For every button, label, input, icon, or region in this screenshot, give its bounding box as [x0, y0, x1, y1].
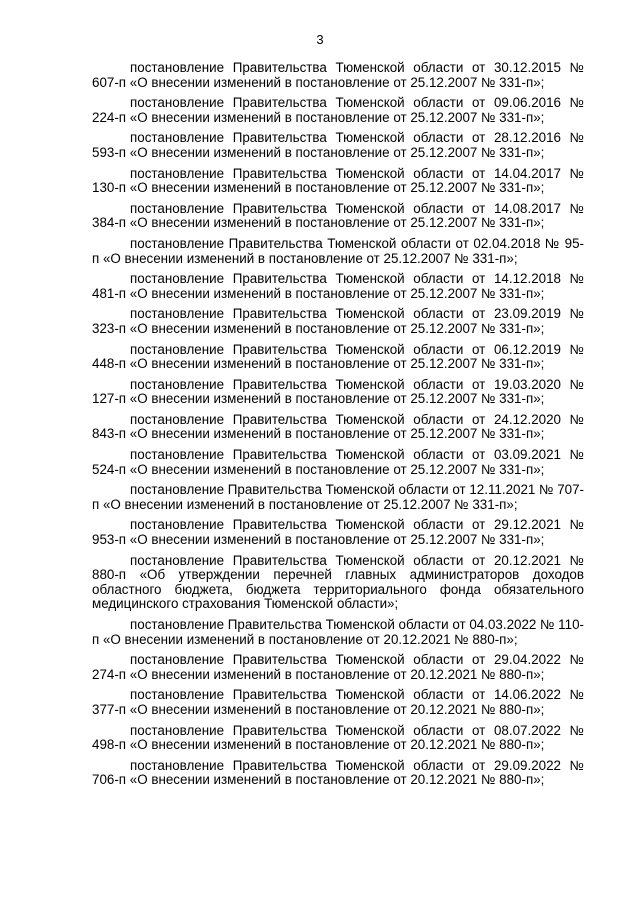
- list-item: постановление Правительства Тюменской области от 08.07.2022 № 498-п «О внесении изменений в постановление от 20.12.2021 № 880-п»;: [92, 722, 584, 753]
- list-item: постановление Правительства Тюменской области от 03.09.2021 № 524-п «О внесении изменений в постановление от 25.12.2007 № 331-п»;: [92, 447, 584, 477]
- list-item: постановление Правительства Тюменской области от 09.06.2016 № 224-п «О внесении изменений в постановление от 25.12.2007 № 331-п»;: [92, 95, 584, 125]
- list-item: постановление Правительства Тюменской области от 20.12.2021 № 880-п «Об утверждении перечней главных администраторов доходов областного бюджета, бюджета территориального фонда обязательного медицинского страхования Тюменской области»;: [92, 552, 584, 612]
- list-item: постановление Правительства Тюменской области от 14.04.2017 № 130-п «О внесении изменений в постановление от 25.12.2007 № 331-п»;: [92, 165, 584, 196]
- list-item: постановление Правительства Тюменской области от 29.12.2021 № 953-п «О внесении изменений в постановление от 25.12.2007 № 331-п»;: [92, 517, 584, 548]
- page-number: 3: [316, 32, 324, 47]
- list-item: постановление Правительства Тюменской области от 29.04.2022 № 274-п «О внесении изменений в постановление от 20.12.2021 № 880-п»;: [92, 652, 584, 682]
- list-item: постановление Правительства Тюменской области от 28.12.2016 № 593-п «О внесении изменений в постановление от 25.12.2007 № 331-п»;: [92, 130, 584, 160]
- list-item: постановление Правительства Тюменской области от 30.12.2015 № 607-п «О внесении изменений в постановление от 25.12.2007 № 331-п»;: [92, 60, 584, 90]
- list-item: постановление Правительства Тюменской области от 19.03.2020 № 127-п «О внесении изменений в постановление от 25.12.2007 № 331-п»;: [92, 376, 584, 407]
- list-item: постановление Правительства Тюменской области от 29.09.2022 № 706-п «О внесении изменений в постановление от 20.12.2021 № 880-п»;: [92, 757, 584, 788]
- document-body: [92, 61, 584, 794]
- list-item: постановление Правительства Тюменской области от 23.09.2019 № 323-п «О внесении изменений в постановление от 25.12.2007 № 331-п»;: [92, 306, 584, 336]
- list-item: постановление Правительства Тюменской области от 14.06.2022 № 377-п «О внесении изменений в постановление от 20.12.2021 № 880-п»;: [92, 687, 584, 717]
- list-item: постановление Правительства Тюменской области от 24.12.2020 № 843-п «О внесении изменений в постановление от 25.12.2007 № 331-п»;: [92, 411, 584, 442]
- list-item: постановление Правительства Тюменской области от 04.03.2022 № 110-п «О внесении изменений в постановление от 20.12.2021 № 880-п»;: [92, 617, 584, 647]
- list-item: постановление Правительства Тюменской области от 06.12.2019 № 448-п «О внесении изменений в постановление от 25.12.2007 № 331-п»;: [92, 341, 584, 372]
- list-item: постановление Правительства Тюменской области от 02.04.2018 № 95-п «О внесении изменений в постановление от 25.12.2007 № 331-п»;: [92, 235, 584, 266]
- list-item: постановление Правительства Тюменской области от 12.11.2021 № 707-п «О внесении изменений в постановление от 25.12.2007 № 331-п»;: [92, 482, 584, 512]
- list-item: постановление Правительства Тюменской области от 14.12.2018 № 481-п «О внесении изменений в постановление от 25.12.2007 № 331-п»;: [92, 271, 584, 301]
- list-item: постановление Правительства Тюменской области от 14.08.2017 № 384-п «О внесении изменений в постановление от 25.12.2007 № 331-п»;: [92, 200, 584, 231]
